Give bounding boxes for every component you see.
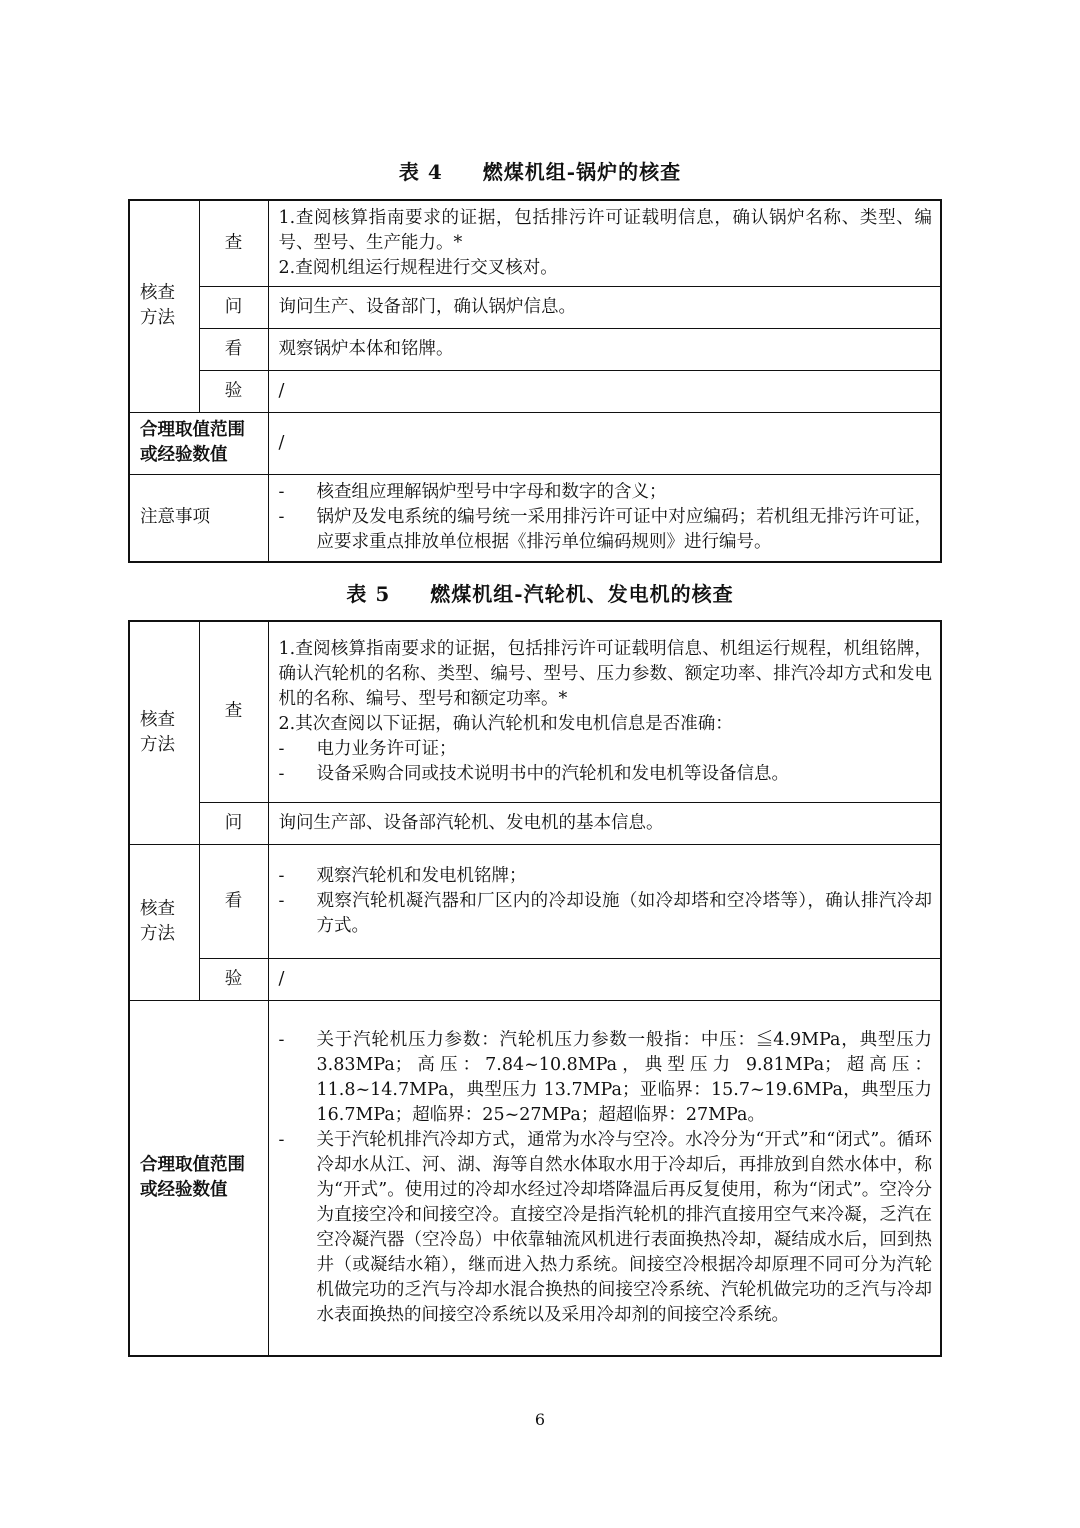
table4-kan-label: 看 [199, 328, 268, 370]
table4-caption-number: 表 4 [398, 160, 443, 184]
table4-caption [0, 156, 1080, 185]
table4-notes-label: 注意事项 [129, 474, 268, 562]
table5-cha-content [268, 621, 941, 802]
table5-caption-number: 表 5 [346, 582, 391, 606]
table4-cha-label: 查 [199, 200, 268, 286]
table5-yan-label: 验 [199, 958, 268, 1000]
list-item: - 设备采购合同或技术说明书中的汽轮机和发电机等设备信息。 [278, 763, 789, 784]
table4-method-label-text: 核查 [140, 283, 175, 304]
table5-cha-line-2: 2.其次查阅以下证据，确认汽轮机和发电机信息是否准确： [278, 713, 733, 734]
table4-yan-content: / [268, 370, 941, 412]
table5-caption-title: 燃煤机组-汽轮机、发电机的核查 [430, 582, 734, 606]
table5-yan-content: / [268, 958, 941, 1000]
table5-kan-content [268, 844, 941, 958]
list-item: - 锅炉及发电系统的编号统一采用排污许可证中对应编码；若机组无排污许可证，应要求重点排放单位根据《排污单位编码规则》进行编号。 [278, 507, 932, 553]
table5-cha-label: 查 [199, 621, 268, 802]
table5-wen-label: 问 [199, 802, 268, 844]
list-item: - 关于汽轮机排汽冷却方式，通常为水冷与空冷。水冷分为“开式”和“闭式”。循环冷却水从江、河、湖、海等自然水体取水用于冷却后，再排放到自然水体中，称为“开式”。使用过的冷却水经过冷却塔降温后再反复使用，称为“闭式”。空冷分为直接空冷和间接空冷。直接空冷是指汽轮机的排汽直接用空气来冷凝，乏汽在空冷凝汽器（空冷岛）中依靠轴流风机进行表面换热冷却，凝结成水后，回到热井（或凝结水箱），继而进入热力系统。间接空冷根据冷却原理不同可分为汽轮机做完功的乏汽与冷却水混合换热的间接空冷系统、汽轮机做完功的乏汽与冷却水表面换热的间接空冷系统以及采用冷却剂的间接空冷系统。 [278, 1129, 932, 1325]
table5-kan-label: 看 [199, 844, 268, 958]
list-item: - 观察汽轮机和发电机铭牌； [278, 865, 527, 886]
table4-cha-line-1: 1.查阅核算指南要求的证据，包括排污许可证载明信息，确认锅炉名称、类型、编号、型号、生产能力。* [278, 207, 932, 253]
table5-wen-content: 询问生产部、设备部汽轮机、发电机的基本信息。 [268, 802, 941, 844]
list-item: - 观察汽轮机凝汽器和厂区内的冷却设施（如冷却塔和空冷塔等），确认排汽冷却方式。 [278, 890, 932, 936]
table5-caption [0, 578, 1080, 607]
table4-yan-label: 验 [199, 370, 268, 412]
table4 [128, 199, 942, 563]
table5-method-label: 核查 方法 [129, 621, 199, 844]
list-item: - 电力业务许可证； [278, 738, 457, 759]
list-item: - 关于汽轮机压力参数：汽轮机压力参数一般指：中压：≦4.9MPa，典型压力 3.83MPa；高压：7.84~10.8MPa，典型压力 9.81MPa；超高压：11.8~14.7MPa，典型压力 13.7MPa；亚临界：15.7~19.6MPa，典型压力 16.7MPa；超临界：25~27MPa；超超临界：27MPa。 [278, 1029, 932, 1125]
table4-wen-label: 问 [199, 286, 268, 328]
table5-range-label: 合理取值范围 或经验数值 [129, 1000, 268, 1356]
list-item: - 核查组应理解锅炉型号中字母和数字的含义； [278, 482, 667, 503]
table4-cha-content [268, 200, 941, 286]
table4-range-content: / [268, 412, 941, 474]
table4-range-label: 合理取值范围 或经验数值 [129, 412, 268, 474]
table4-wen-content: 询问生产、设备部门，确认锅炉信息。 [268, 286, 941, 328]
table5-cha-line-1: 1.查阅核算指南要求的证据，包括排污许可证载明信息、机组运行规程，机组铭牌，确认汽轮机的名称、类型、编号、型号、压力参数、额定功率、排汽冷却方式和发电机的名称、编号、型号和额定功率。* [278, 638, 932, 709]
table4-kan-content: 观察锅炉本体和铭牌。 [268, 328, 941, 370]
table4-method-label: 核查 方法 [129, 200, 199, 412]
table4-caption-title: 燃煤机组-锅炉的核查 [482, 160, 682, 184]
table5-range-content [268, 1000, 941, 1356]
table4-cha-line-2: 2.查阅机组运行规程进行交叉核对。 [278, 257, 558, 278]
page-number: 6 [534, 1410, 546, 1429]
table5 [128, 620, 942, 1357]
table4-notes-content [268, 474, 941, 562]
table5-method-label-2: 核查 方法 [129, 844, 199, 1000]
